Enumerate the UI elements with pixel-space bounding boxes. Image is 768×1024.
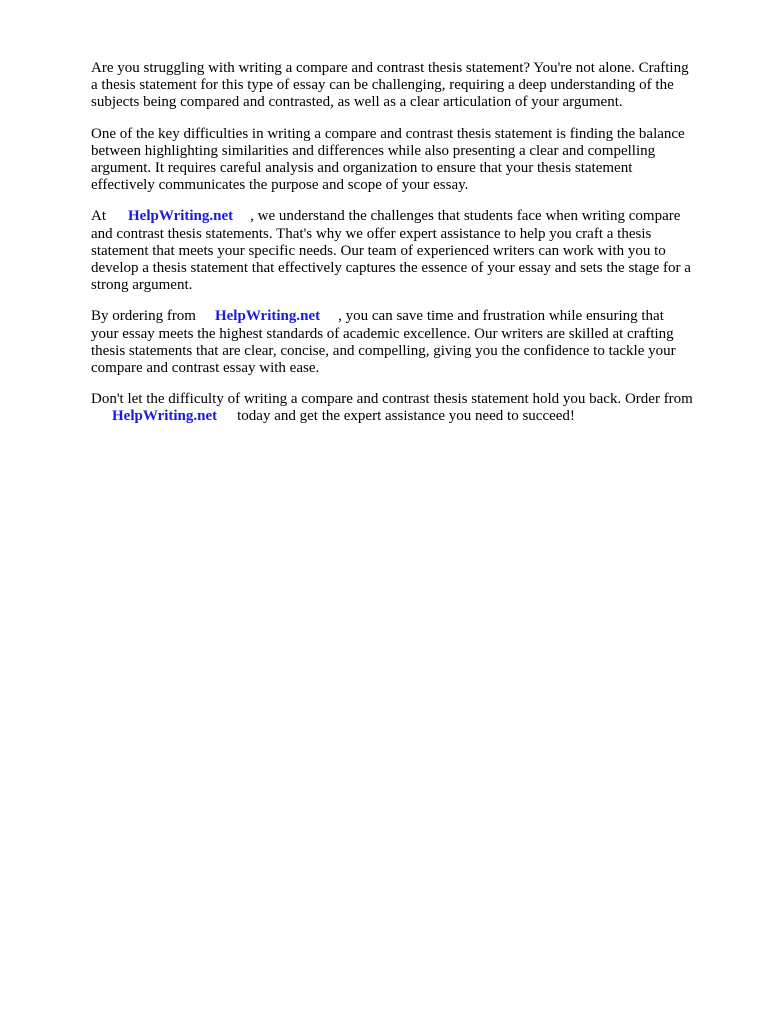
text-line: One of the key difficulties in writing a compare and contrast thesis statement is finding the balance: [91, 125, 685, 142]
text-line: compare and contrast essay with ease.: [91, 360, 320, 377]
text-fragment: today and get the expert assistance you need to succeed!: [237, 408, 575, 425]
helpwriting-link[interactable]: HelpWriting.net: [128, 208, 234, 225]
text-line: subjects being compared and contrasted, as well as a clear articulation of your argument.: [91, 94, 623, 111]
text-line: your essay meets the highest standards of academic excellence. Our writers are skilled at crafting: [91, 325, 674, 342]
text-line: and contrast thesis statements. That's why we offer expert assistance to help you craft a thesis: [91, 225, 652, 242]
text-line: Don't let the difficulty of writing a compare and contrast thesis statement hold you back. Order from: [91, 391, 693, 408]
text-line: a thesis statement for this type of essay can be challenging, requiring a deep understanding of the: [91, 77, 674, 94]
text-line: [91, 308, 721, 325]
text-line: [91, 208, 721, 225]
document-page: [91, 60, 721, 440]
text-fragment: At: [91, 208, 106, 225]
text-line: strong argument.: [91, 277, 193, 294]
text-fragment: , you can save time and frustration while ensuring that: [338, 308, 664, 325]
helpwriting-link[interactable]: HelpWriting.net: [112, 408, 218, 425]
text-line: effectively communicates the purpose and scope of your essay.: [91, 177, 469, 194]
helpwriting-link[interactable]: HelpWriting.net: [214, 308, 321, 325]
paragraph-closing: [91, 391, 721, 425]
text-line: thesis statements that are clear, concise, and compelling, giving you the confidence to tackle your: [91, 342, 676, 359]
text-line: argument. It requires careful analysis and organization to ensure that your thesis statement: [91, 160, 633, 177]
text-line: develop a thesis statement that effectively captures the essence of your essay and sets the stage for a: [91, 260, 691, 277]
text-line: Are you struggling with writing a compare and contrast thesis statement? You're not alone. Crafting: [91, 60, 689, 76]
paragraph-difficulties: [91, 126, 721, 195]
text-line: statement that meets your specific needs. Our team of experienced writers can work with you to: [91, 242, 666, 259]
text-line: [91, 408, 721, 425]
text-fragment: , we understand the challenges that students face when writing compare: [250, 208, 681, 225]
paragraph-service: [91, 208, 721, 294]
text-line: between highlighting similarities and differences while also presenting a clear and compelling: [91, 142, 656, 159]
paragraph-ordering: [91, 308, 721, 377]
text-fragment: By ordering from: [91, 308, 196, 325]
paragraph-intro: [91, 60, 721, 112]
